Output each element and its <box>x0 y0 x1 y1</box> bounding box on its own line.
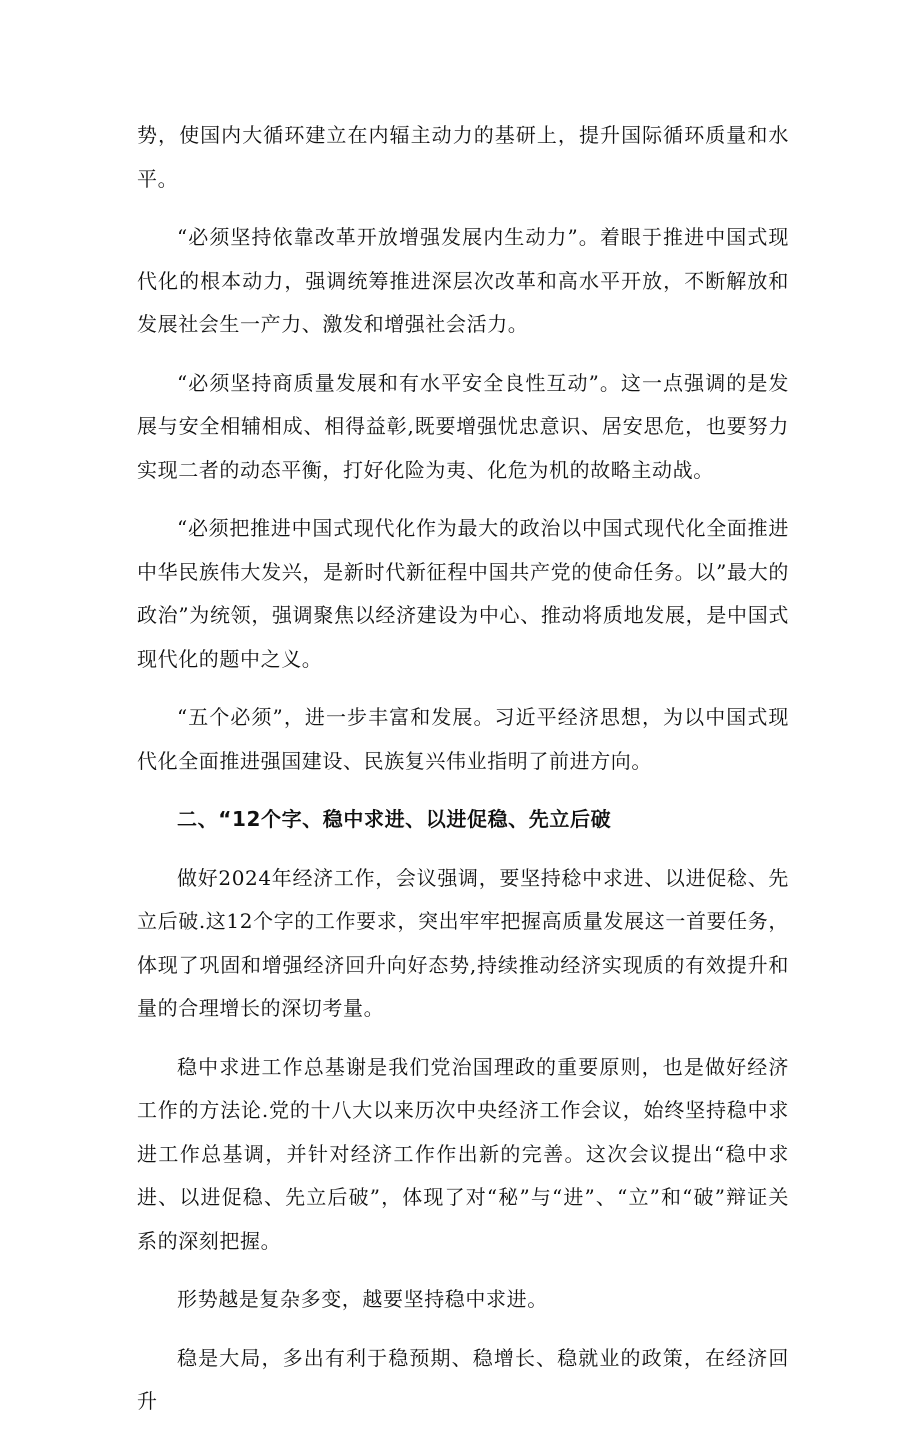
paragraph-continuation: 势，使国内大循环建立在内辐主动力的基研上，提升国际循环质量和水平。 <box>137 123 789 191</box>
document-body <box>137 114 789 1439</box>
paragraph-2024-economic-work: 做好2024年经济工作，会议强调，要坚持稔中求进、以进促稔、先立后破.这12个字的工作要求，突出牢牢把握高质量发展这一首要任务，体现了巩固和增强经济回升向好态势,持续推动经济实现质的有效提升和量的合理增长的深切考量。 <box>137 865 789 1020</box>
paragraph-five-musts: “五个必须”，进一步丰富和发展。习近平经济思想，为以中国式现代化全面推进强国建设、民族复兴伟业指明了前进方向。 <box>137 705 789 773</box>
paragraph-stability-overall: 稳是大局，多出有利于稳预期、稳增长、稳就业的政策，在经济回升 <box>137 1345 789 1413</box>
paragraph-complex-situation: 形势越是复杂多变，越要坚持稳中求进。 <box>177 1287 548 1311</box>
paragraph-reform-opening: “必须坚持依靠改革开放增强发展内生动力”。着眼于推进中国式现代化的根本动力，强调统筹推进深层次改革和高水平开放，不断解放和发展社会生一产力、激发和增强社会活力。 <box>137 225 789 336</box>
paragraph-stability-principle: 稳中求进工作总基谢是我们党治国理政的重要原则，也是做好经济工作的方法论.党的十八大以来历次中央经济工作会议，始终坚持稳中求进工作总基调，并针对经济工作作出新的完善。这次会议提出“稳中求进、以进促稳、先立后破”，体现了对“秘”与“进”、“立”和“破”辩证关系的深刻把握。 <box>137 1054 789 1253</box>
paragraph-development-security: “必须坚持商质量发展和有水平安全良性互动”。这一点强调的是发展与安全相辅相成、相得益彰,既要增强忧忠意识、居安思危，也要努力实现二者的动态平衡，打好化险为夷、化危为机的故略主动战。 <box>137 370 789 482</box>
section-heading: 二、“12个字、稳中求进、以进促稳、先立后破 <box>177 807 612 831</box>
paragraph-modernization: “必须把推进中国式现代化作为最大的政治以中国式现代化全面推进中华民族伟大发兴，是新时代新征程中国共产党的使命任务。以”最大的政治”为统领，强调聚焦以经济建设为中心、推动将质地发展，是中国式现代化的题中之义。 <box>137 516 789 671</box>
